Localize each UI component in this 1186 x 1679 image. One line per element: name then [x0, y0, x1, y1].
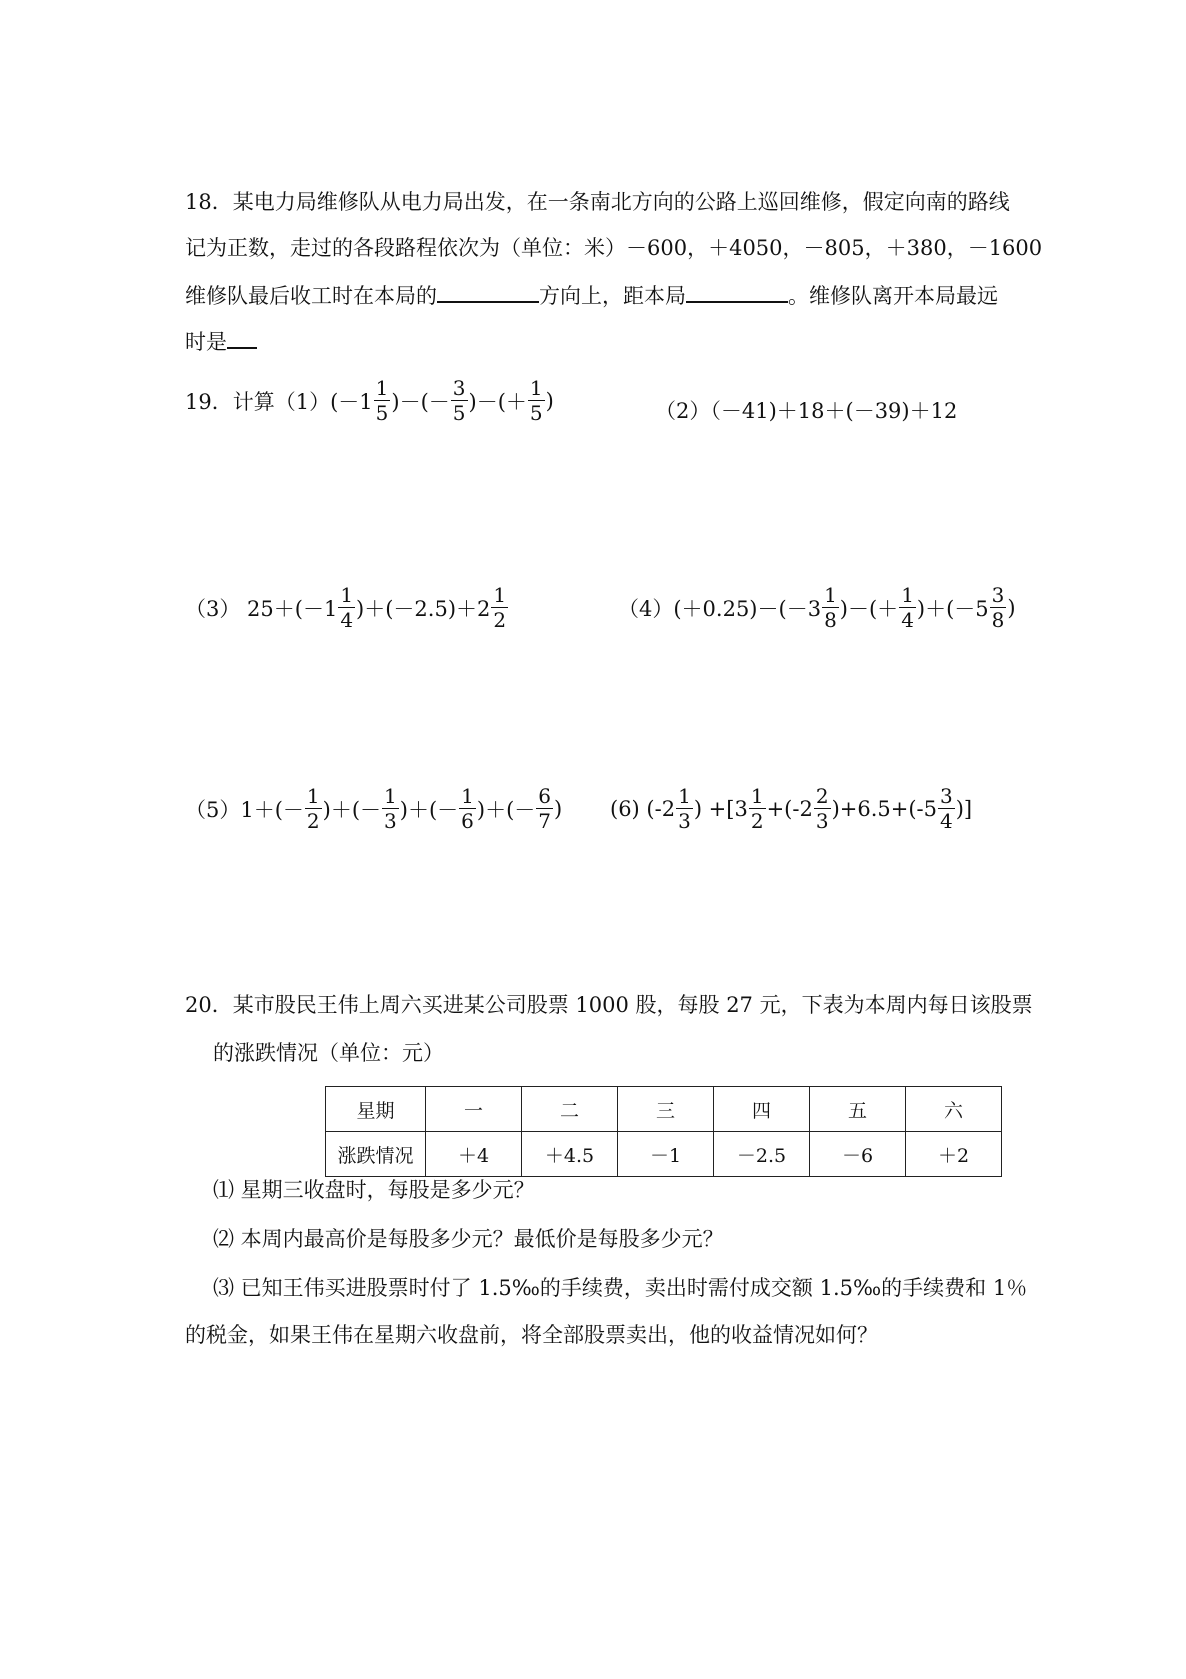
expr-text: )＋(－ — [322, 797, 382, 822]
table-cell: ＋4 — [426, 1132, 522, 1177]
expr-text: )－(＋ — [839, 596, 899, 621]
fraction — [305, 784, 322, 833]
numerator: 3 — [940, 784, 953, 808]
expr-text: )－(＋ — [468, 389, 527, 414]
fraction — [491, 583, 508, 632]
fraction — [822, 583, 839, 632]
table-cell: 三 — [618, 1087, 714, 1132]
stock-change-table — [325, 1086, 1002, 1177]
table-cell: ＋2 — [906, 1132, 1002, 1177]
numerator: 3 — [991, 583, 1005, 607]
denominator: 5 — [375, 401, 389, 425]
table-cell: －2.5 — [714, 1132, 810, 1177]
q19-part-5 — [185, 784, 562, 833]
expr-text: )+6.5+(-5 — [831, 796, 937, 821]
fraction — [676, 784, 693, 833]
fraction — [338, 583, 355, 632]
expr-text: )＋(－2.5)＋2 — [356, 596, 491, 621]
fraction — [374, 376, 391, 425]
numerator: 2 — [815, 784, 829, 808]
expr-text: ) — [1007, 595, 1016, 620]
q20-line-2: 的涨跌情况（单位：元） — [213, 1041, 444, 1065]
q20-line-1: 20．某市股民王伟上周六买进某公司股票 1000 股，每股 27 元，下表为本周内每日该股票 — [185, 993, 1033, 1017]
table-row — [326, 1132, 1002, 1177]
expr-text: )＋(－5 — [916, 596, 989, 621]
q18-line-4 — [185, 325, 257, 357]
numerator: 6 — [538, 784, 552, 808]
q18-line-3 — [185, 279, 998, 311]
q19-part-4 — [618, 583, 1016, 632]
q18-text-c: 。维修队离开本局最远 — [788, 284, 998, 308]
q18-text-a: 维修队最后收工时在本局的 — [185, 284, 437, 308]
numerator: 1 — [493, 583, 507, 607]
expr-text: ) — [554, 796, 563, 821]
denominator: 4 — [340, 608, 354, 632]
expr-text: )＋(－ — [399, 797, 459, 822]
fraction — [749, 784, 766, 833]
expr-text: （3） 25＋(－1 — [185, 596, 338, 621]
q19-part-2: （2）（－41)＋18＋(－39)＋12 — [655, 399, 958, 423]
q20-sub-2: ⑵ 本周内最高价是每股多少元？最低价是每股多少元？ — [213, 1227, 724, 1251]
numerator: 1 — [306, 784, 320, 808]
q18-line-2: 记为正数，走过的各段路程依次为（单位：米）－600，＋4050，－805，＋380，－1600 — [185, 236, 1043, 260]
expr-text: ) — [545, 388, 554, 413]
table-cell: 二 — [522, 1087, 618, 1132]
denominator: 7 — [538, 809, 552, 833]
q20-sub-1: ⑴ 星期三收盘时，每股是多少元？ — [213, 1178, 535, 1202]
numerator: 1 — [824, 583, 837, 607]
fraction — [814, 784, 831, 833]
fraction — [990, 583, 1007, 632]
denominator: 5 — [529, 401, 543, 425]
q18-text-d: 时是 — [185, 330, 227, 354]
expr-text: 19．计算（1）(－1 — [185, 389, 373, 414]
q19-part-1 — [185, 376, 554, 425]
denominator: 8 — [824, 608, 837, 632]
q20-sub-3-cont: 的税金，如果王伟在星期六收盘前，将全部股票卖出，他的收益情况如何？ — [185, 1323, 878, 1347]
expr-text: +(-2 — [766, 796, 813, 821]
q18-text-b: 方向上，距本局 — [539, 284, 686, 308]
q18-line-1: 18．某电力局维修队从电力局出发，在一条南北方向的公路上巡回维修，假定向南的路线 — [185, 190, 1010, 214]
denominator: 3 — [815, 809, 829, 833]
table-cell: 五 — [810, 1087, 906, 1132]
fraction — [536, 784, 553, 833]
fraction — [899, 583, 916, 632]
expr-text: （4）(＋0.25)－(－3 — [618, 596, 822, 621]
table-cell: －1 — [618, 1132, 714, 1177]
expr-text: )＋(－ — [476, 797, 536, 822]
denominator: 4 — [901, 608, 914, 632]
fraction — [382, 784, 399, 833]
table-cell: －6 — [810, 1132, 906, 1177]
denominator: 2 — [493, 608, 507, 632]
expr-text: ) +[3 — [693, 796, 748, 821]
numerator: 3 — [452, 376, 466, 400]
numerator: 1 — [375, 376, 389, 400]
fraction — [528, 376, 545, 425]
table-cell: 星期 — [326, 1087, 426, 1132]
expr-text: )－(－ — [391, 389, 450, 414]
numerator: 1 — [529, 376, 543, 400]
numerator: 1 — [340, 583, 354, 607]
answer-blank-distance[interactable] — [686, 279, 788, 303]
table-row — [326, 1087, 1002, 1132]
numerator: 1 — [384, 784, 397, 808]
table-cell: 四 — [714, 1087, 810, 1132]
fraction — [459, 784, 476, 833]
numerator: 1 — [750, 784, 764, 808]
table-cell: ＋4.5 — [522, 1132, 618, 1177]
denominator: 3 — [384, 809, 397, 833]
q19-part-3 — [185, 583, 509, 632]
denominator: 3 — [678, 809, 691, 833]
table-cell: 一 — [426, 1087, 522, 1132]
denominator: 2 — [750, 809, 764, 833]
denominator: 8 — [991, 608, 1005, 632]
table-cell: 六 — [906, 1087, 1002, 1132]
fraction — [938, 784, 955, 833]
q20-sub-3: ⑶ 已知王伟买进股票时付了 1.5‰的手续费，卖出时需付成交额 1.5‰的手续费和 1％ — [213, 1276, 1028, 1300]
denominator: 5 — [452, 401, 466, 425]
numerator: 1 — [901, 583, 914, 607]
q19-part-6 — [610, 784, 972, 833]
expr-text: )] — [955, 796, 973, 821]
denominator: 6 — [461, 809, 474, 833]
denominator: 4 — [940, 809, 953, 833]
fraction — [451, 376, 468, 425]
numerator: 1 — [461, 784, 474, 808]
table-cell: 涨跌情况 — [326, 1132, 426, 1177]
expr-text: （5）1＋(－ — [185, 797, 304, 822]
answer-blank-direction[interactable] — [437, 279, 539, 303]
denominator: 2 — [306, 809, 320, 833]
expr-text: (6) (-2 — [610, 796, 676, 821]
answer-blank-farthest[interactable] — [227, 325, 257, 349]
numerator: 1 — [678, 784, 691, 808]
